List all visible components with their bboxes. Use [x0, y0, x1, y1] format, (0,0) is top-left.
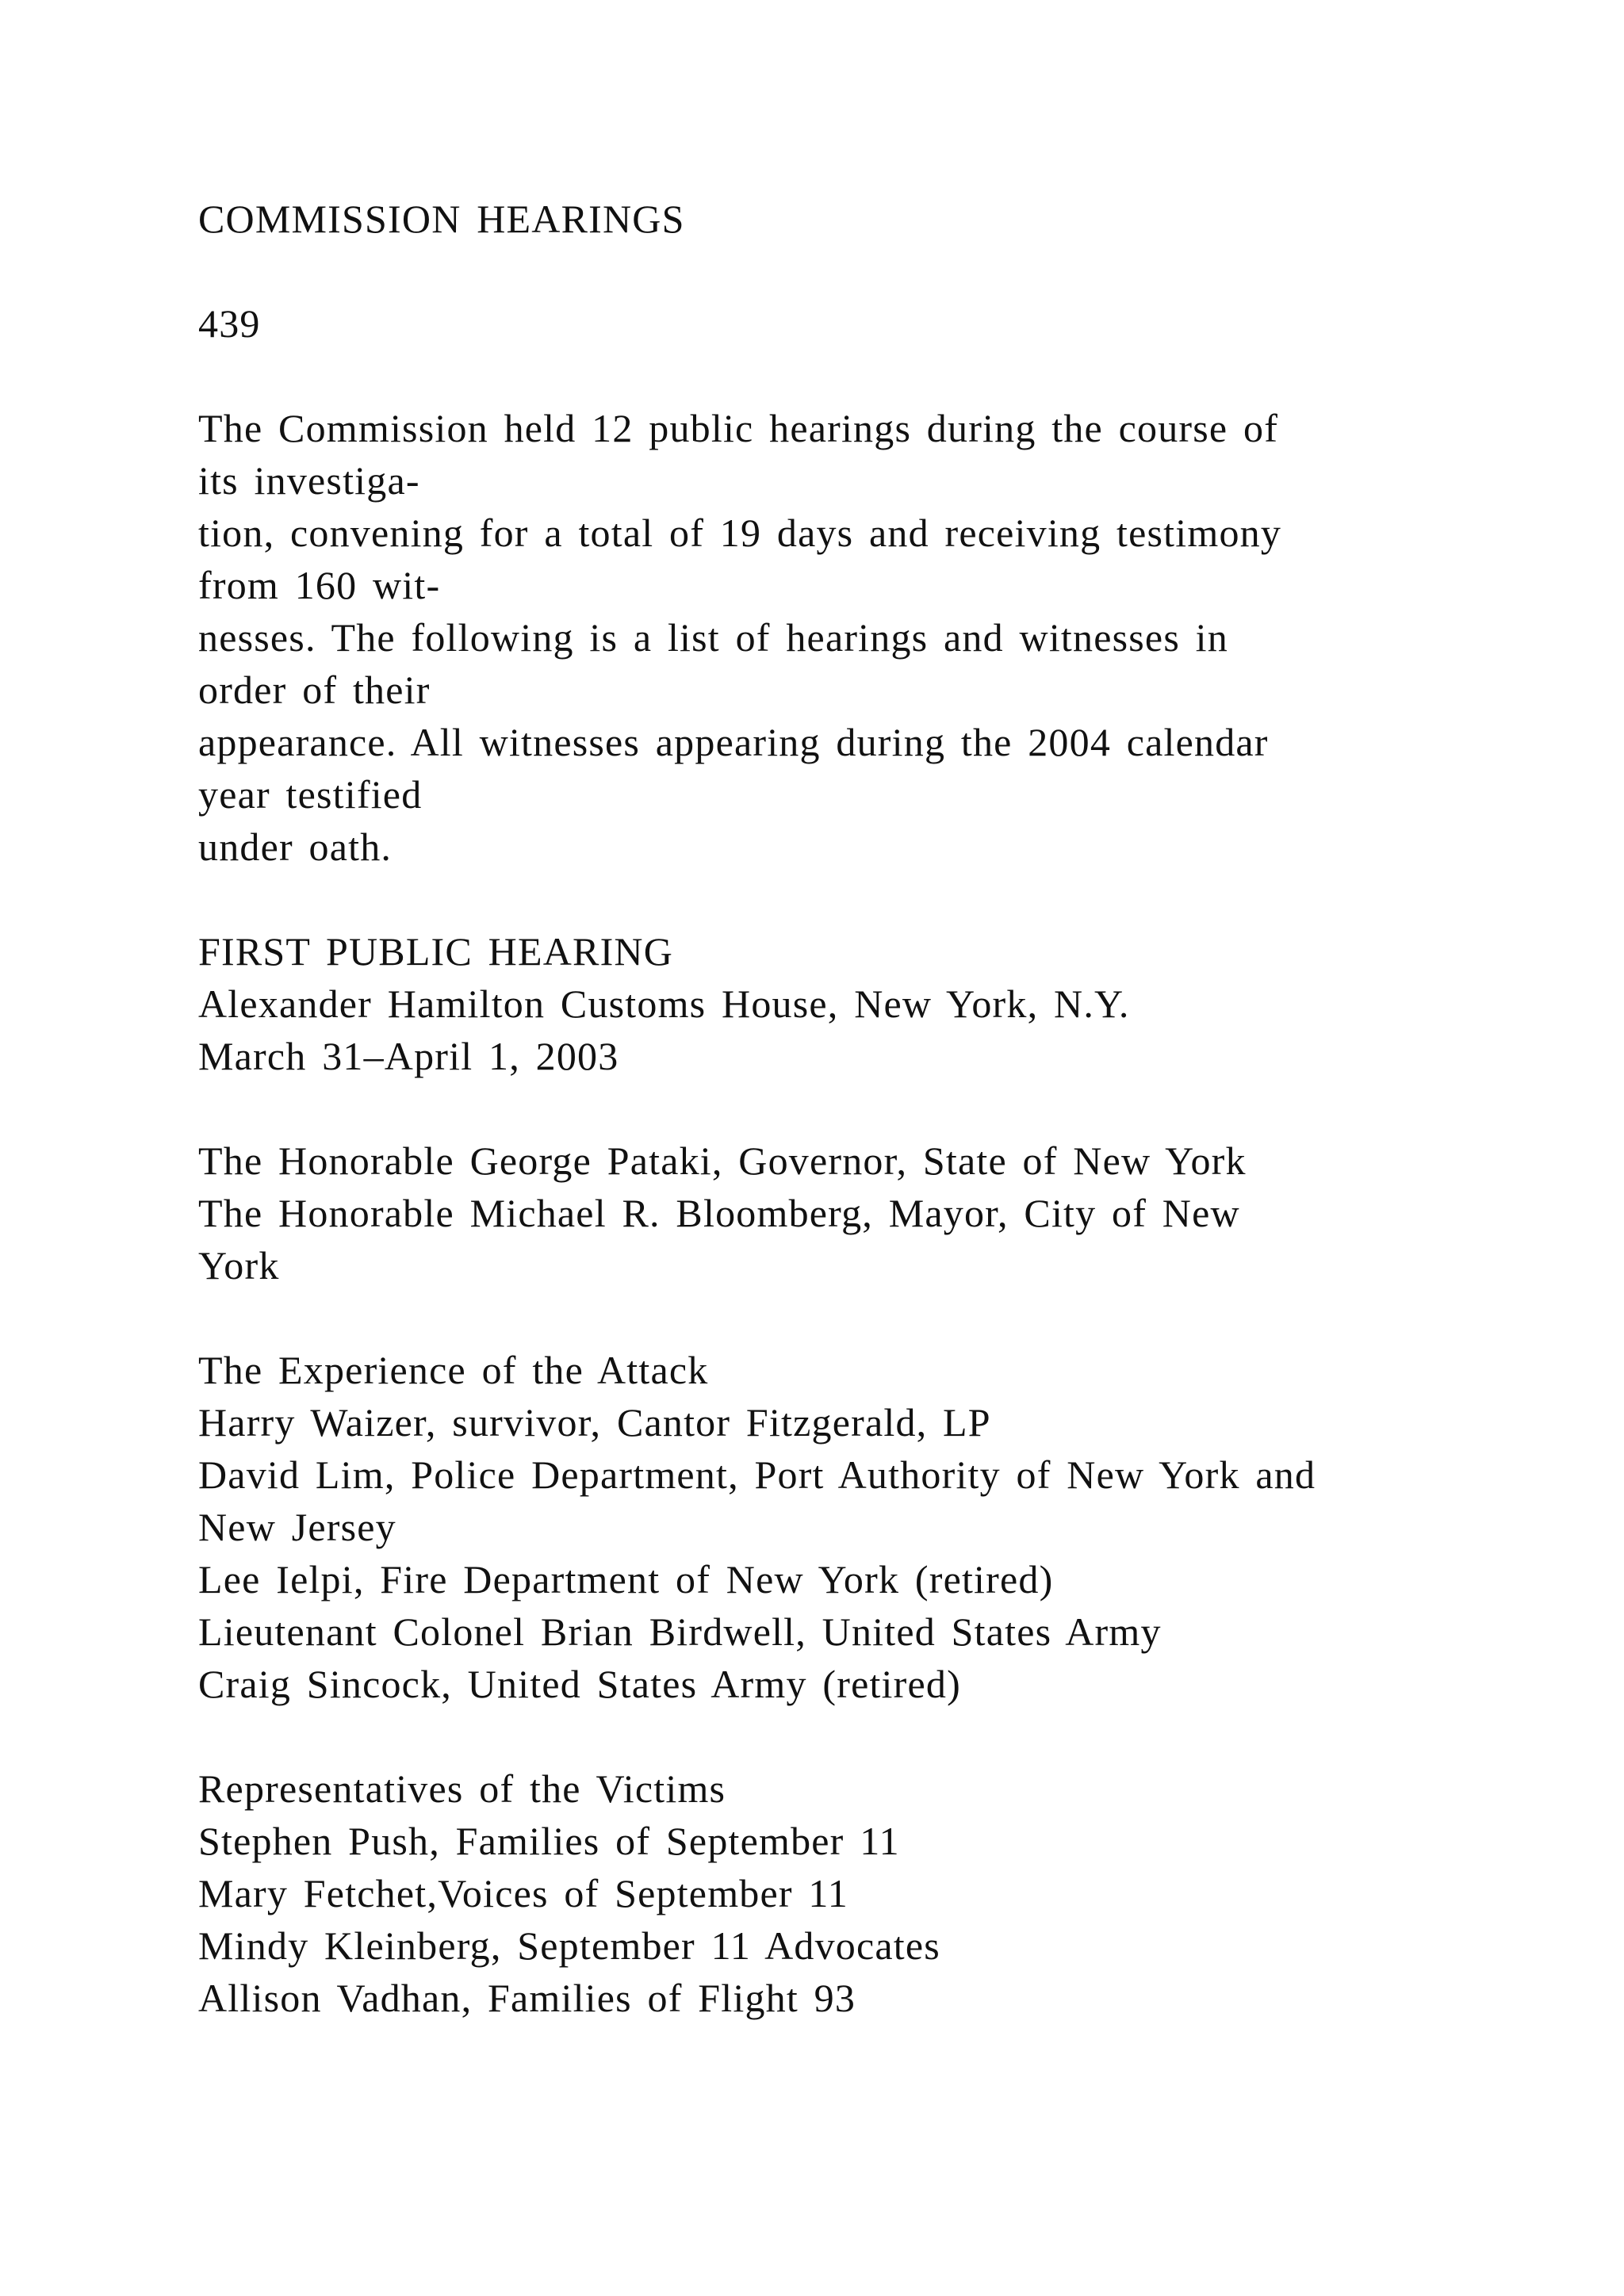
paragraph-line: The Commission held 12 public hearings during the course of — [198, 406, 1279, 450]
spacer — [198, 1292, 1546, 1344]
witness-line: York — [198, 1243, 280, 1288]
paragraph-line: under oath. — [198, 825, 393, 869]
witness-line: Craig Sincock, United States Army (retired) — [198, 1662, 961, 1706]
witness-line: Mindy Kleinberg, September 11 Advocates — [198, 1923, 940, 1968]
witness-line: Allison Vadhan, Families of Flight 93 — [198, 1976, 856, 2020]
intro-paragraph — [198, 402, 1546, 873]
witness-line: New Jersey — [198, 1505, 396, 1549]
paragraph-line: appearance. All witnesses appearing during the 2004 calendar — [198, 720, 1269, 764]
witness-line: Lieutenant Colonel Brian Birdwell, United States Army — [198, 1609, 1162, 1654]
panel-victims — [198, 1762, 1546, 2024]
spacer — [198, 350, 1546, 402]
paragraph-line: year testified — [198, 772, 423, 817]
paragraph-line: tion, convening for a total of 19 days and receiving testimony — [198, 511, 1282, 555]
panel-attack — [198, 1344, 1546, 1710]
paragraph-line: order of their — [198, 668, 431, 712]
spacer — [198, 245, 1546, 297]
page-number: 439 — [198, 301, 261, 346]
hearing-location: Alexander Hamilton Customs House, New York, N.Y. — [198, 982, 1130, 1026]
spacer — [198, 1082, 1546, 1135]
witness-line: Stephen Push, Families of September 11 — [198, 1819, 900, 1863]
witness-line: The Honorable George Pataki, Governor, State of New York — [198, 1138, 1247, 1183]
panel-title: The Experience of the Attack — [198, 1348, 709, 1392]
hearing-title: FIRST PUBLIC HEARING — [198, 929, 674, 974]
hearing-heading — [198, 925, 1546, 1082]
spacer — [198, 1710, 1546, 1762]
officials-list — [198, 1135, 1546, 1292]
witness-line: David Lim, Police Department, Port Authority of New York and — [198, 1452, 1316, 1497]
paragraph-line: its investiga- — [198, 458, 420, 503]
spacer — [198, 873, 1546, 925]
paragraph-line: from 160 wit- — [198, 563, 441, 607]
witness-line: The Honorable Michael R. Bloomberg, Mayor, City of New — [198, 1191, 1240, 1235]
hearing-dates: March 31–April 1, 2003 — [198, 1034, 619, 1078]
running-title: COMMISSION HEARINGS — [198, 197, 685, 241]
witness-line: Harry Waizer, survivor, Cantor Fitzgerald, LP — [198, 1400, 991, 1445]
witness-line: Mary Fetchet,Voices of September 11 — [198, 1871, 848, 1915]
paragraph-line: nesses. The following is a list of hearings and witnesses in — [198, 615, 1228, 660]
panel-title: Representatives of the Victims — [198, 1766, 726, 1811]
witness-line: Lee Ielpi, Fire Department of New York (retired) — [198, 1557, 1054, 1601]
document-body — [198, 193, 1546, 2024]
